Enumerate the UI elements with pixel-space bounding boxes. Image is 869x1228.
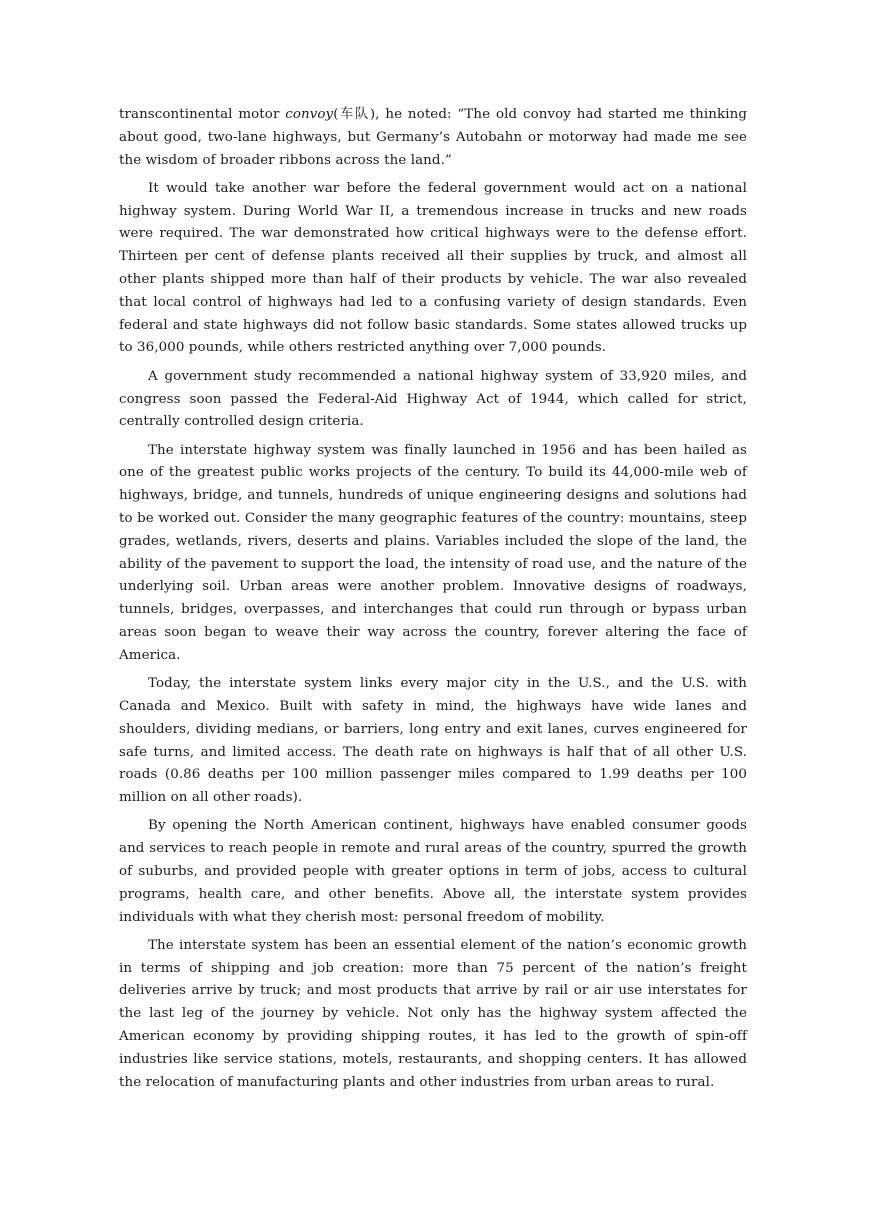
document-page [119,104,747,1094]
paragraph-1 [119,104,747,172]
paragraph-3: A government study recommended a national highway system of 33,920 miles, and congress soon passed the Federal-Aid Highway Act of 1944, which called for strict, centrally controlled design criteria. [119,368,747,430]
paragraph-7: The interstate system has been an essential element of the nation’s economic growth in terms of shipping and job creation: more than 75 percent of the nation’s freight deliveries arrive by truck; and most products that arrive by rail or air use interstates for the last leg of the journey by vehicle. Not only has the highway system affected the American economy by providing shipping routes, it has led to the growth of spin-off industries like service stations, motels, restaurants, and shopping centers. It has allowed the relocation of manufacturing plants and other industries from urban areas to rural. [119,937,747,1090]
paragraph-2: It would take another war before the federal government would act on a national highway system. During World War II, a tremendous increase in trucks and new roads were required. The war demonstrated how critical highways were to the defense effort. Thirteen per cent of defense plants received all their supplies by truck, and almost all other plants shipped more than half of their products by vehicle. The war also revealed that local control of highways had led to a confusing variety of design standards. Even federal and state highways did not follow basic standards. Some states allowed trucks up to 36,000 pounds, while others restricted anything over 7,000 pounds. [119,180,747,356]
paragraph-1-lead: transcontinental motor [119,107,286,122]
paragraph-6: By opening the North American continent, highways have enabled consumer goods and services to reach people in remote and rural areas of the country, spurred the growth of suburbs, and provided people with greater options in term of jobs, access to cultural programs, health care, and other benefits. Above all, the interstate system provides individuals with what they cherish most: personal freedom of mobility. [119,818,747,925]
paragraph-5: Today, the interstate system links every major city in the U.S., and the U.S. with Canada and Mexico. Built with safety in mind, the highways have wide lanes and shoulders, dividing medians, or barriers, long entry and exit lanes, curves engineered for safe turns, and limited access. The death rate on highways is half that of all other U.S. roads (0.86 deaths per 100 million passenger miles compared to 1.99 deaths per 100 million on all other roads). [119,676,747,806]
paragraph-4: The interstate highway system was finally launched in 1956 and has been hailed as one of the greatest public works projects of the century. To build its 44,000-mile web of highways, bridge, and tunnels, hundreds of unique engineering designs and solutions had to be worked out. Consider the many geographic features of the country: mountains, steep grades, wetlands, rivers, deserts and plains. Variables included the slope of the land, the ability of the pavement to support the load, the intensity of road use, and the nature of the underlying soil. Urban areas were another problem. Innovative designs of roadways, tunnels, bridges, overpasses, and interchanges that could run through or bypass urban areas soon began to weave their way across the country, forever altering the face of America. [119,442,747,663]
paragraph-1-italic-term: convoy [285,107,334,122]
paragraph-1-rest: (车队), he noted: “The old convoy had started me thinking about good, two-lane highways, but Germany’s Autobahn or motorway had made me see the wisdom of broader ribbons across the land.” [119,107,747,168]
